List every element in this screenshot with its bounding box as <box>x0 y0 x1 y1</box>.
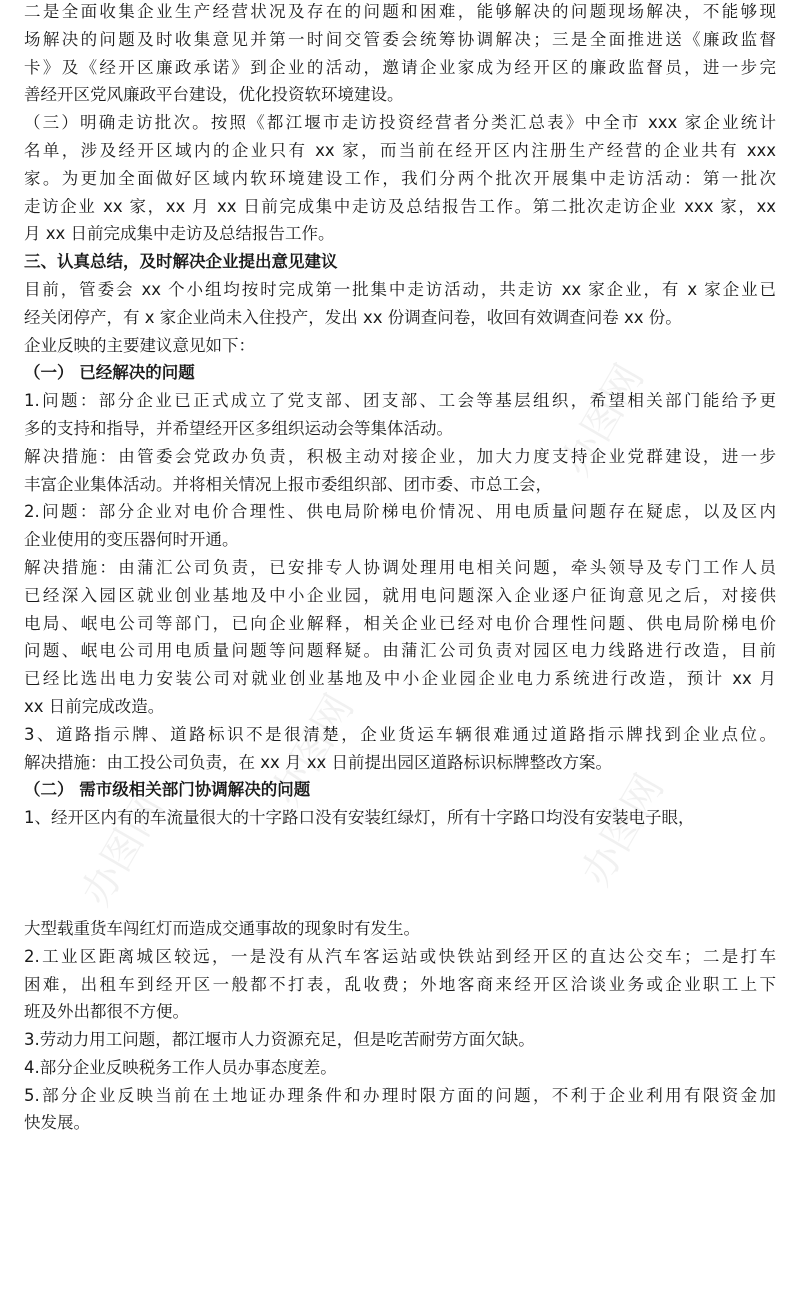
text-line: 善经开区党风廉政平台建设，优化投资软环境建设。 <box>24 85 404 105</box>
document-section-b <box>24 915 776 1137</box>
text-line: 解决措施：由蒲汇公司负责，已安排专人协调处理用电相关问题，牵头领导及专门工作人员 <box>24 557 776 577</box>
watermark: 办图网 <box>263 686 363 814</box>
text-line: 月 xx 日前完成集中走访及总结报告工作。 <box>24 224 335 244</box>
text-line: 问题、岷电公司用电质量问题等问题释疑。由蒲汇公司负责对园区电力线路进行改造，目前 <box>24 641 776 661</box>
text-line: 电局、岷电公司等部门，已向企业解释，相关企业已经对电价合理性问题、供电局阶梯电价 <box>24 613 776 633</box>
text-line: 企业反映的主要建议意见如下： <box>24 335 255 355</box>
watermark: 办图网 <box>73 786 173 914</box>
text-line: 经关闭停产，有 x 家企业尚未入住投产，发出 xx 份调查问卷，收回有效调查问卷 xx 份。 <box>24 307 682 327</box>
text-line: 3.劳动力用工问题，都江堰市人力资源充足，但是吃苦耐劳方面欠缺。 <box>24 1030 535 1050</box>
text-line: 解决措施：由工投公司负责，在 xx 月 xx 日前提出园区道路标识标牌整改方案。 <box>24 752 613 772</box>
section-heading: （一） 已经解决的问题 <box>24 363 195 383</box>
text-line: 3、道路指示牌、道路标识不是很清楚，企业货运车辆很难通过道路指示牌找到企业点位。 <box>24 724 776 744</box>
text-line: 已经比选出电力安装公司对就业创业基地及中小企业园企业电力系统进行改造，预计 xx 月 <box>24 669 776 689</box>
text-line: 卡》及《经开区廉政承诺》到企业的活动，邀请企业家成为经开区的廉政监督员，进一步完 <box>24 57 776 77</box>
text-line: 场解决的问题及时收集意见并第一时间交管委会统筹协调解决；三是全面推进送《廉政监督 <box>24 29 776 49</box>
text-line: 二是全面收集企业生产经营状况及存在的问题和困难，能够解决的问题现场解决，不能够现 <box>24 2 776 21</box>
text-line: 2.问题：部分企业对电价合理性、供电局阶梯电价情况、用电质量问题存在疑虑，以及区内 <box>24 502 776 522</box>
text-line: 1、经开区内有的车流量很大的十字路口没有安装红绿灯，所有十字路口均没有安装电子眼， <box>24 808 695 828</box>
text-line: 2.工业区距离城区较远，一是没有从汽车客运站或快铁站到经开区的直达公交车；二是打车 <box>24 946 776 966</box>
text-line: 4.部分企业反映税务工作人员办事态度差。 <box>24 1057 337 1077</box>
text-line: 企业使用的变压器何时开通。 <box>24 530 239 550</box>
text-line: 快发展。 <box>24 1113 90 1133</box>
text-line: 丰富企业集体活动。并将相关情况上报市委组织部、团市委、市总工会， <box>24 474 552 494</box>
text-line: 名单，涉及经开区域内的企业只有 xx 家，而当前在经开区内注册生产经营的企业共有 xxx <box>24 140 776 160</box>
text-line: 1.问题：部分企业已正式成立了党支部、团支部、工会等基层组织，希望相关部门能给予更 <box>24 391 776 411</box>
document-section-a <box>24 0 776 832</box>
text-line: （三）明确走访批次。按照《都江堰市走访投资经营者分类汇总表》中全市 xxx 家企业统计 <box>24 113 776 133</box>
text-line: 解决措施：由管委会党政办负责，积极主动对接企业，加大力度支持企业党群建设，进一步 <box>24 446 776 466</box>
section-heading: 三、认真总结，及时解决企业提出意见建议 <box>24 252 338 272</box>
text-line: 已经深入园区就业创业基地及中小企业园，就用电问题深入企业逐户征询意见之后，对接供 <box>24 585 776 605</box>
text-line: 多的支持和指导，并希望经开区多组织运动会等集体活动。 <box>24 418 453 438</box>
watermark: 办图网 <box>553 356 653 484</box>
section-heading: （二） 需市级相关部门协调解决的问题 <box>24 780 311 800</box>
text-line: 困难，出租车到经开区一般都不打表，乱收费；外地客商来经开区洽谈业务或企业职工上下 <box>24 974 776 994</box>
text-line: 走访企业 xx 家，xx 月 xx 日前完成集中走访及总结报告工作。第二批次走访企业 xxx 家，xx <box>24 196 776 216</box>
text-line: 家。为更加全面做好区域内软环境建设工作，我们分两个批次开展集中走访活动：第一批次 <box>24 168 776 188</box>
text-line: 班及外出都很不方便。 <box>24 1002 189 1022</box>
blank-gap <box>24 832 776 915</box>
document-body <box>24 0 776 1137</box>
text-line: 大型载重货车闯红灯而造成交通事故的现象时有发生。 <box>24 918 420 938</box>
text-line: xx 日前完成改造。 <box>24 696 165 716</box>
watermark: 办图网 <box>573 766 673 894</box>
text-line: 5.部分企业反映当前在土地证办理条件和办理时限方面的问题，不利于企业利用有限资金加 <box>24 1085 776 1105</box>
text-line: 目前，管委会 xx 个小组均按时完成第一批集中走访活动，共走访 xx 家企业，有 x 家企业已 <box>24 279 776 299</box>
